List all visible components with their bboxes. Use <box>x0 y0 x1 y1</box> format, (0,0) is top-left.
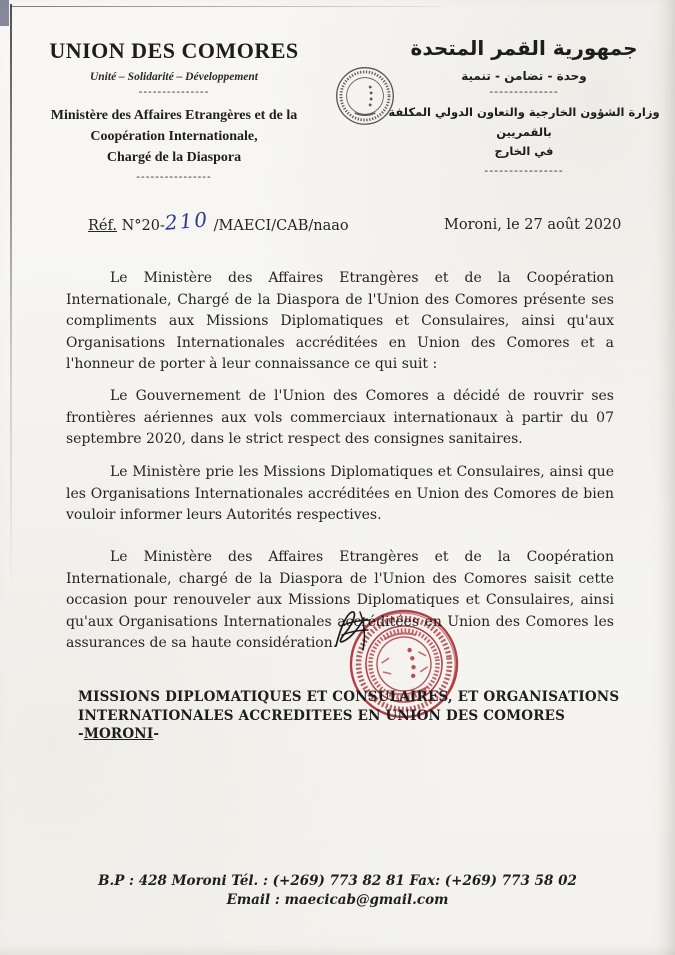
reference-number-prefix: N°20- <box>116 218 165 234</box>
footer-contact <box>0 872 675 910</box>
divider-dashes: --------------- <box>138 85 210 98</box>
scan-corner-mark <box>0 0 9 26</box>
body-paragraph-1: Le Ministère des Affaires Etrangères et de la Coopération Internationale, Chargé de la Diaspora de l'Union des Comores présente ses compliments aux Missions Diplomatiques et Consulaires, ainsi qu'aux Organisations Internationales accréditées en Union des Comores et a l'honneur de porter à leur connaissance ce qui suit : <box>66 270 614 372</box>
moroni-hyphen: - <box>78 726 84 742</box>
footer-address-phone: B.P : 428 Moroni Tél. : (+269) 773 82 81 Fax: (+269) 773 58 02 <box>98 873 577 889</box>
country-title: UNION DES COMORES <box>49 38 299 63</box>
ministry-name-arabic <box>388 103 660 162</box>
moroni-hyphen: - <box>153 726 160 742</box>
body-paragraph-3: Le Ministère prie les Missions Diplomatiques et Consulaires, ainsi que les Organisations Internationales accréditées en Union des Comores de bien vouloir informer leurs Autorités respectives. <box>66 464 614 523</box>
ministry-line2: Coopération Internationale, <box>90 129 258 144</box>
ministry-arabic-line2: في الخارج <box>494 144 554 159</box>
national-motto: Unité – Solidarité – Développement <box>89 71 258 83</box>
reference-line <box>88 207 349 235</box>
moroni-label: MORONI <box>83 726 154 742</box>
addressee-block <box>78 688 643 744</box>
body-paragraph-4: Le Ministère des Affaires Etrangères et de la Coopération Internationale, chargé de la Diaspora de l'Union des Comores saisit cette occasion pour renouveler aux Missions Diplomatiques et Consulaires, ainsi qu'aux Organisations Internationales accréditées en Union des Comores les assurances de sa haute considération. <box>66 549 614 651</box>
divider-dashes: ---------------- <box>484 163 564 177</box>
place-and-date: Moroni, le 27 août 2020 <box>444 217 622 233</box>
ministry-line1: Ministère des Affaires Etrangères et de la <box>50 108 298 123</box>
national-motto-arabic: وحدة - تضامن - تنمية <box>461 69 587 83</box>
ministry-line3: Chargé de la Diaspora <box>106 150 242 165</box>
letterhead-arabic <box>388 36 660 176</box>
divider-dashes: ---------------- <box>136 170 212 183</box>
handwritten-reference-number: 210 <box>163 207 210 235</box>
footer-email: Email : maecicab@gmail.com <box>226 892 449 908</box>
addressee-moroni <box>78 726 159 742</box>
body-paragraph-2: Le Gouvernement de l'Union des Comores a décidé de rouvrir ses frontières aériennes aux vols commerciaux internationaux à partir du 07 septembre 2020, dans le strict respect des consignes sanitaires. <box>66 388 614 447</box>
divider-dashes: -------------- <box>489 85 559 98</box>
addressee-line1: MISSIONS DIPLOMATIQUES ET CONSULAIRES, ET ORGANISATIONS <box>78 689 620 705</box>
country-title-arabic: جمهورية القمر المتحدة <box>410 36 638 60</box>
reference-label: Réf. <box>88 218 117 234</box>
ministry-arabic-line1: وزارة الشؤون الخارجية والتعاون الدولي المكلفة بالقمريين <box>388 105 660 139</box>
ministry-name <box>28 105 320 168</box>
letterhead-french <box>28 38 320 182</box>
scan-edge-line <box>10 4 12 594</box>
scan-top-line <box>10 6 440 7</box>
reference-number-suffix: /MAECI/CAB/naao <box>209 218 349 234</box>
addressee-line2: INTERNATIONALES ACCREDITEES EN UNION DES COMORES <box>78 707 566 724</box>
